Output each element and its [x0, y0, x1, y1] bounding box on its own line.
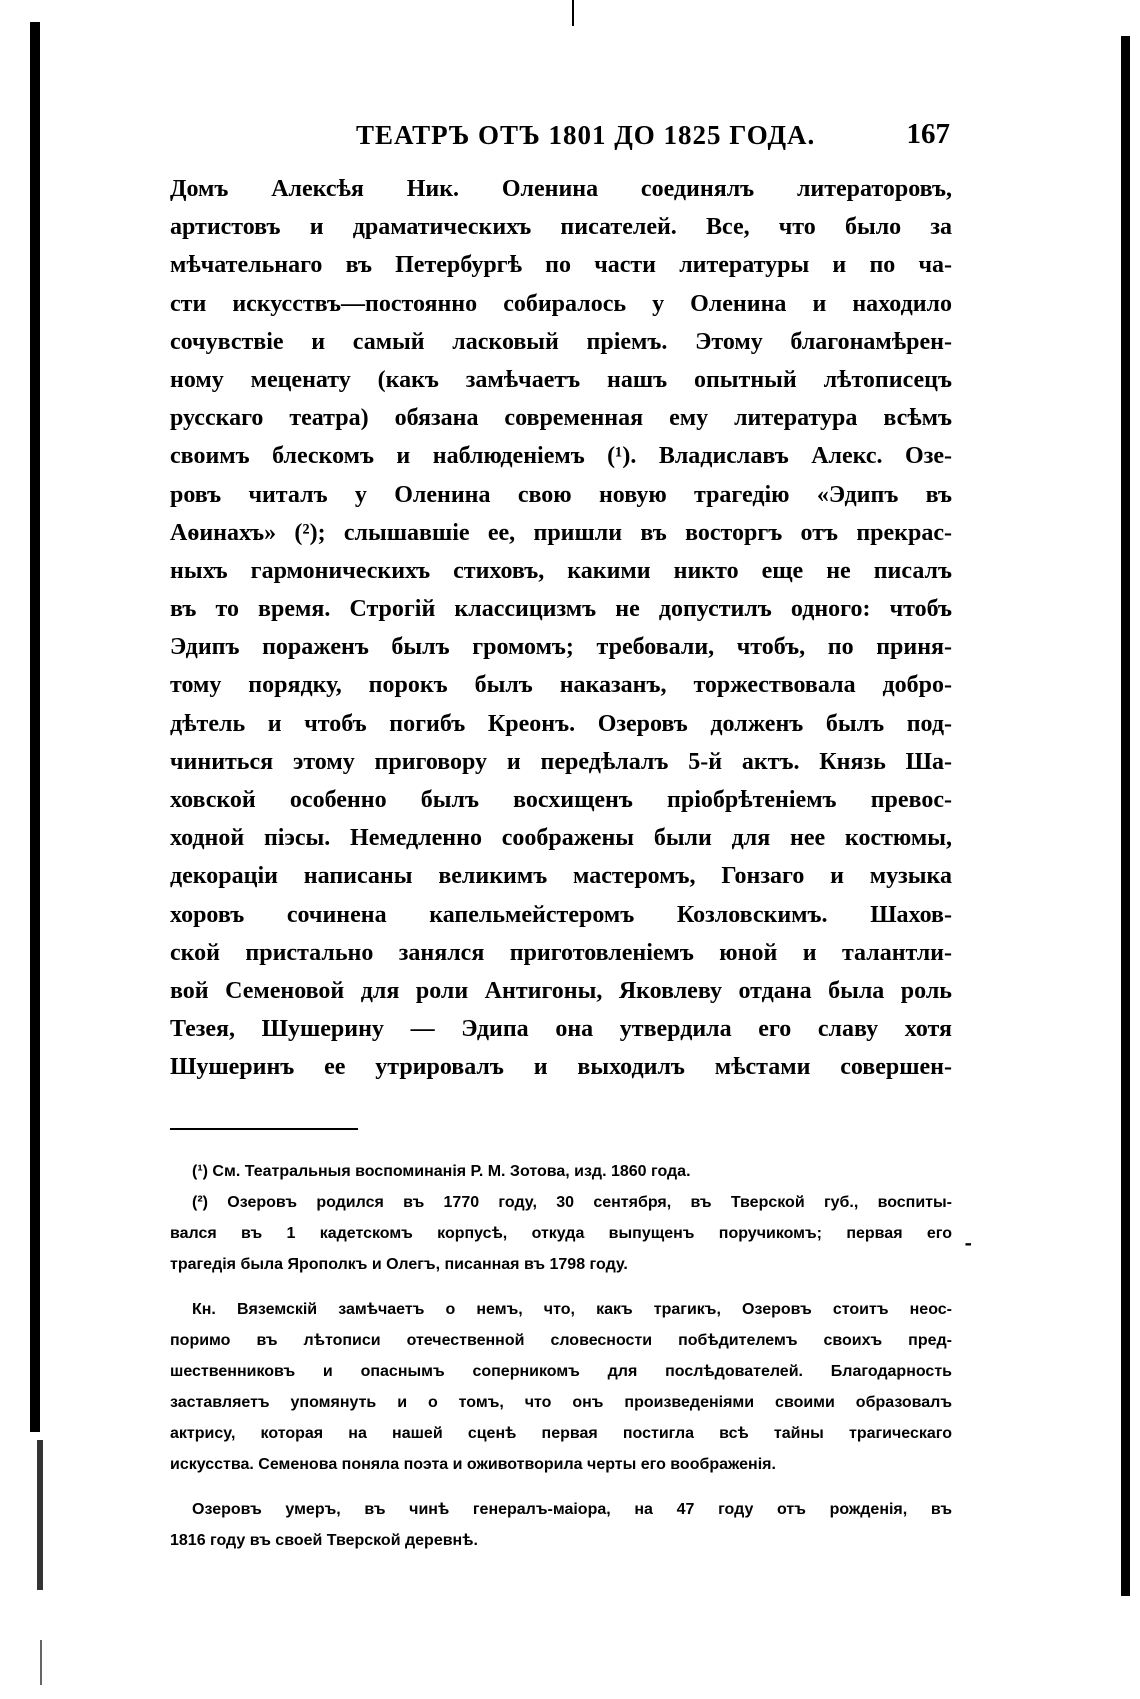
- text-line: ховской особенно былъ восхищенъ пріобрѣтеніемъ превос-: [170, 787, 952, 813]
- text-line: артистовъ и драматическихъ писателей. Все, что было за: [170, 214, 952, 241]
- footnote-3-line: шественниковъ и опаснымъ соперникомъ для послѣдователей. Благодарность: [170, 1363, 952, 1380]
- text-line: русскаго театра) обязана современная ему литература всѣмъ: [170, 405, 952, 432]
- footnote-3-line: поримо въ лѣтописи отечественной словесности побѣдителемъ своихъ пред-: [170, 1332, 952, 1349]
- text-line: ходной піэсы. Немедленно соображены были для нее костюмы,: [170, 825, 952, 852]
- text-line: сочувствіе и самый ласковый пріемъ. Этому благонамѣрен-: [170, 328, 952, 355]
- text-line: ныхъ гармоническихъ стиховъ, какими никто еще не писалъ: [170, 557, 952, 584]
- text-line: въ то время. Строгій классицизмъ не допустилъ одного: чтобъ: [170, 596, 952, 623]
- footnote-2-line: трагедія была Ярополкъ и Олегъ, писанная въ 1798 году.: [170, 1256, 628, 1273]
- footnote-gap: [170, 1280, 952, 1294]
- footnote-3-line: актрису, которая на нашей сценѣ первая постигла всѣ тайны трагическаго: [170, 1425, 952, 1442]
- text-line: Тезея, Шушерину — Эдипа она утвердила его славу хотя: [170, 1016, 952, 1043]
- main-text: [170, 170, 952, 1087]
- text-line: вой Семеновой для роли Антигоны, Яковлеву отдана была роль: [170, 977, 952, 1004]
- footnote-2-line: вался въ 1 кадетскомъ корпусѣ, откуда выпущенъ поручикомъ; первая его: [170, 1225, 952, 1242]
- text-line: дѣтель и чтобъ погибъ Креонъ. Озеровъ долженъ былъ под-: [170, 710, 952, 737]
- footnote-4-line: 1816 году въ своей Тверской деревнѣ.: [170, 1532, 478, 1549]
- scan-edge-mark-top: [572, 0, 574, 26]
- scan-edge-left: [30, 22, 40, 1432]
- page-number: 167: [906, 118, 950, 150]
- scan-edge-left-lower: [37, 1440, 43, 1590]
- text-line: Эдипъ пораженъ былъ громомъ; требовали, чтобъ, по приня-: [170, 634, 952, 661]
- footnote-1-line: (¹) См. Театральныя воспоминанія Р. М. Зотова, изд. 1860 года.: [192, 1163, 691, 1180]
- footnote-gap: [170, 1480, 952, 1494]
- text-line: ровъ читалъ у Оленина свою новую трагедію «Эдипъ въ: [170, 481, 952, 508]
- page-header: [170, 116, 950, 160]
- text-line: ской пристально занялся приготовленіемъ юной и талантли-: [170, 939, 952, 966]
- footnote-2-line: (²) Озеровъ родился въ 1770 году, 30 сентября, въ Тверской губ., воспиты-: [192, 1194, 952, 1211]
- text-line: Шушеринъ ее утрировалъ и выходилъ мѣстами совершен-: [170, 1054, 952, 1081]
- footnote-separator: [170, 1128, 358, 1130]
- text-line: ному меценату (какъ замѣчаетъ нашъ опытный лѣтописецъ: [170, 366, 952, 393]
- footnote-4-line: Озеровъ умеръ, въ чинѣ генералъ-маіора, на 47 году отъ рожденія, въ: [192, 1501, 952, 1518]
- footnotes: [170, 1156, 952, 1556]
- text-line: декораціи написаны великимъ мастеромъ, Гонзаго и музыка: [170, 863, 952, 890]
- running-title: ТЕАТРЪ ОТЪ 1801 ДО 1825 ГОДА.: [356, 120, 816, 150]
- text-line: хоровъ сочинена капельмейстеромъ Козловскимъ. Шахов-: [170, 901, 952, 928]
- text-line: Домъ Алексѣя Ник. Оленина соединялъ литераторовъ,: [170, 176, 952, 202]
- text-line: своимъ блескомъ и наблюденіемъ (¹). Владиславъ Алекс. Озе-: [170, 443, 952, 470]
- text-line: мѣчательнаго въ Петербургѣ по части литературы и по ча-: [170, 252, 952, 279]
- margin-dash-mark: -: [964, 1233, 972, 1254]
- footnote-3-line: Кн. Вяземскій замѣчаетъ о немъ, что, какъ трагикъ, Озеровъ стоитъ неос-: [192, 1301, 952, 1318]
- text-line: Аѳинахъ» (²); слышавшіе ее, пришли въ восторгъ отъ прекрас-: [170, 519, 952, 546]
- text-line: тому порядку, порокъ былъ наказанъ, торжествовала добро-: [170, 672, 952, 699]
- footnote-3-line: искусства. Семенова поняла поэта и оживотворила черты его воображенія.: [170, 1456, 776, 1473]
- footnote-3-line: заставляетъ упомянуть и о томъ, что онъ произведеніями своими образовалъ: [170, 1394, 952, 1411]
- text-line: сти искусствъ—постоянно собиралось у Оленина и находило: [170, 290, 952, 317]
- text-line: чиниться этому приговору и передѣлалъ 5-й актъ. Князь Ша-: [170, 748, 952, 775]
- scan-edge-right: [1121, 36, 1130, 1596]
- scan-edge-left-tick: [40, 1640, 42, 1685]
